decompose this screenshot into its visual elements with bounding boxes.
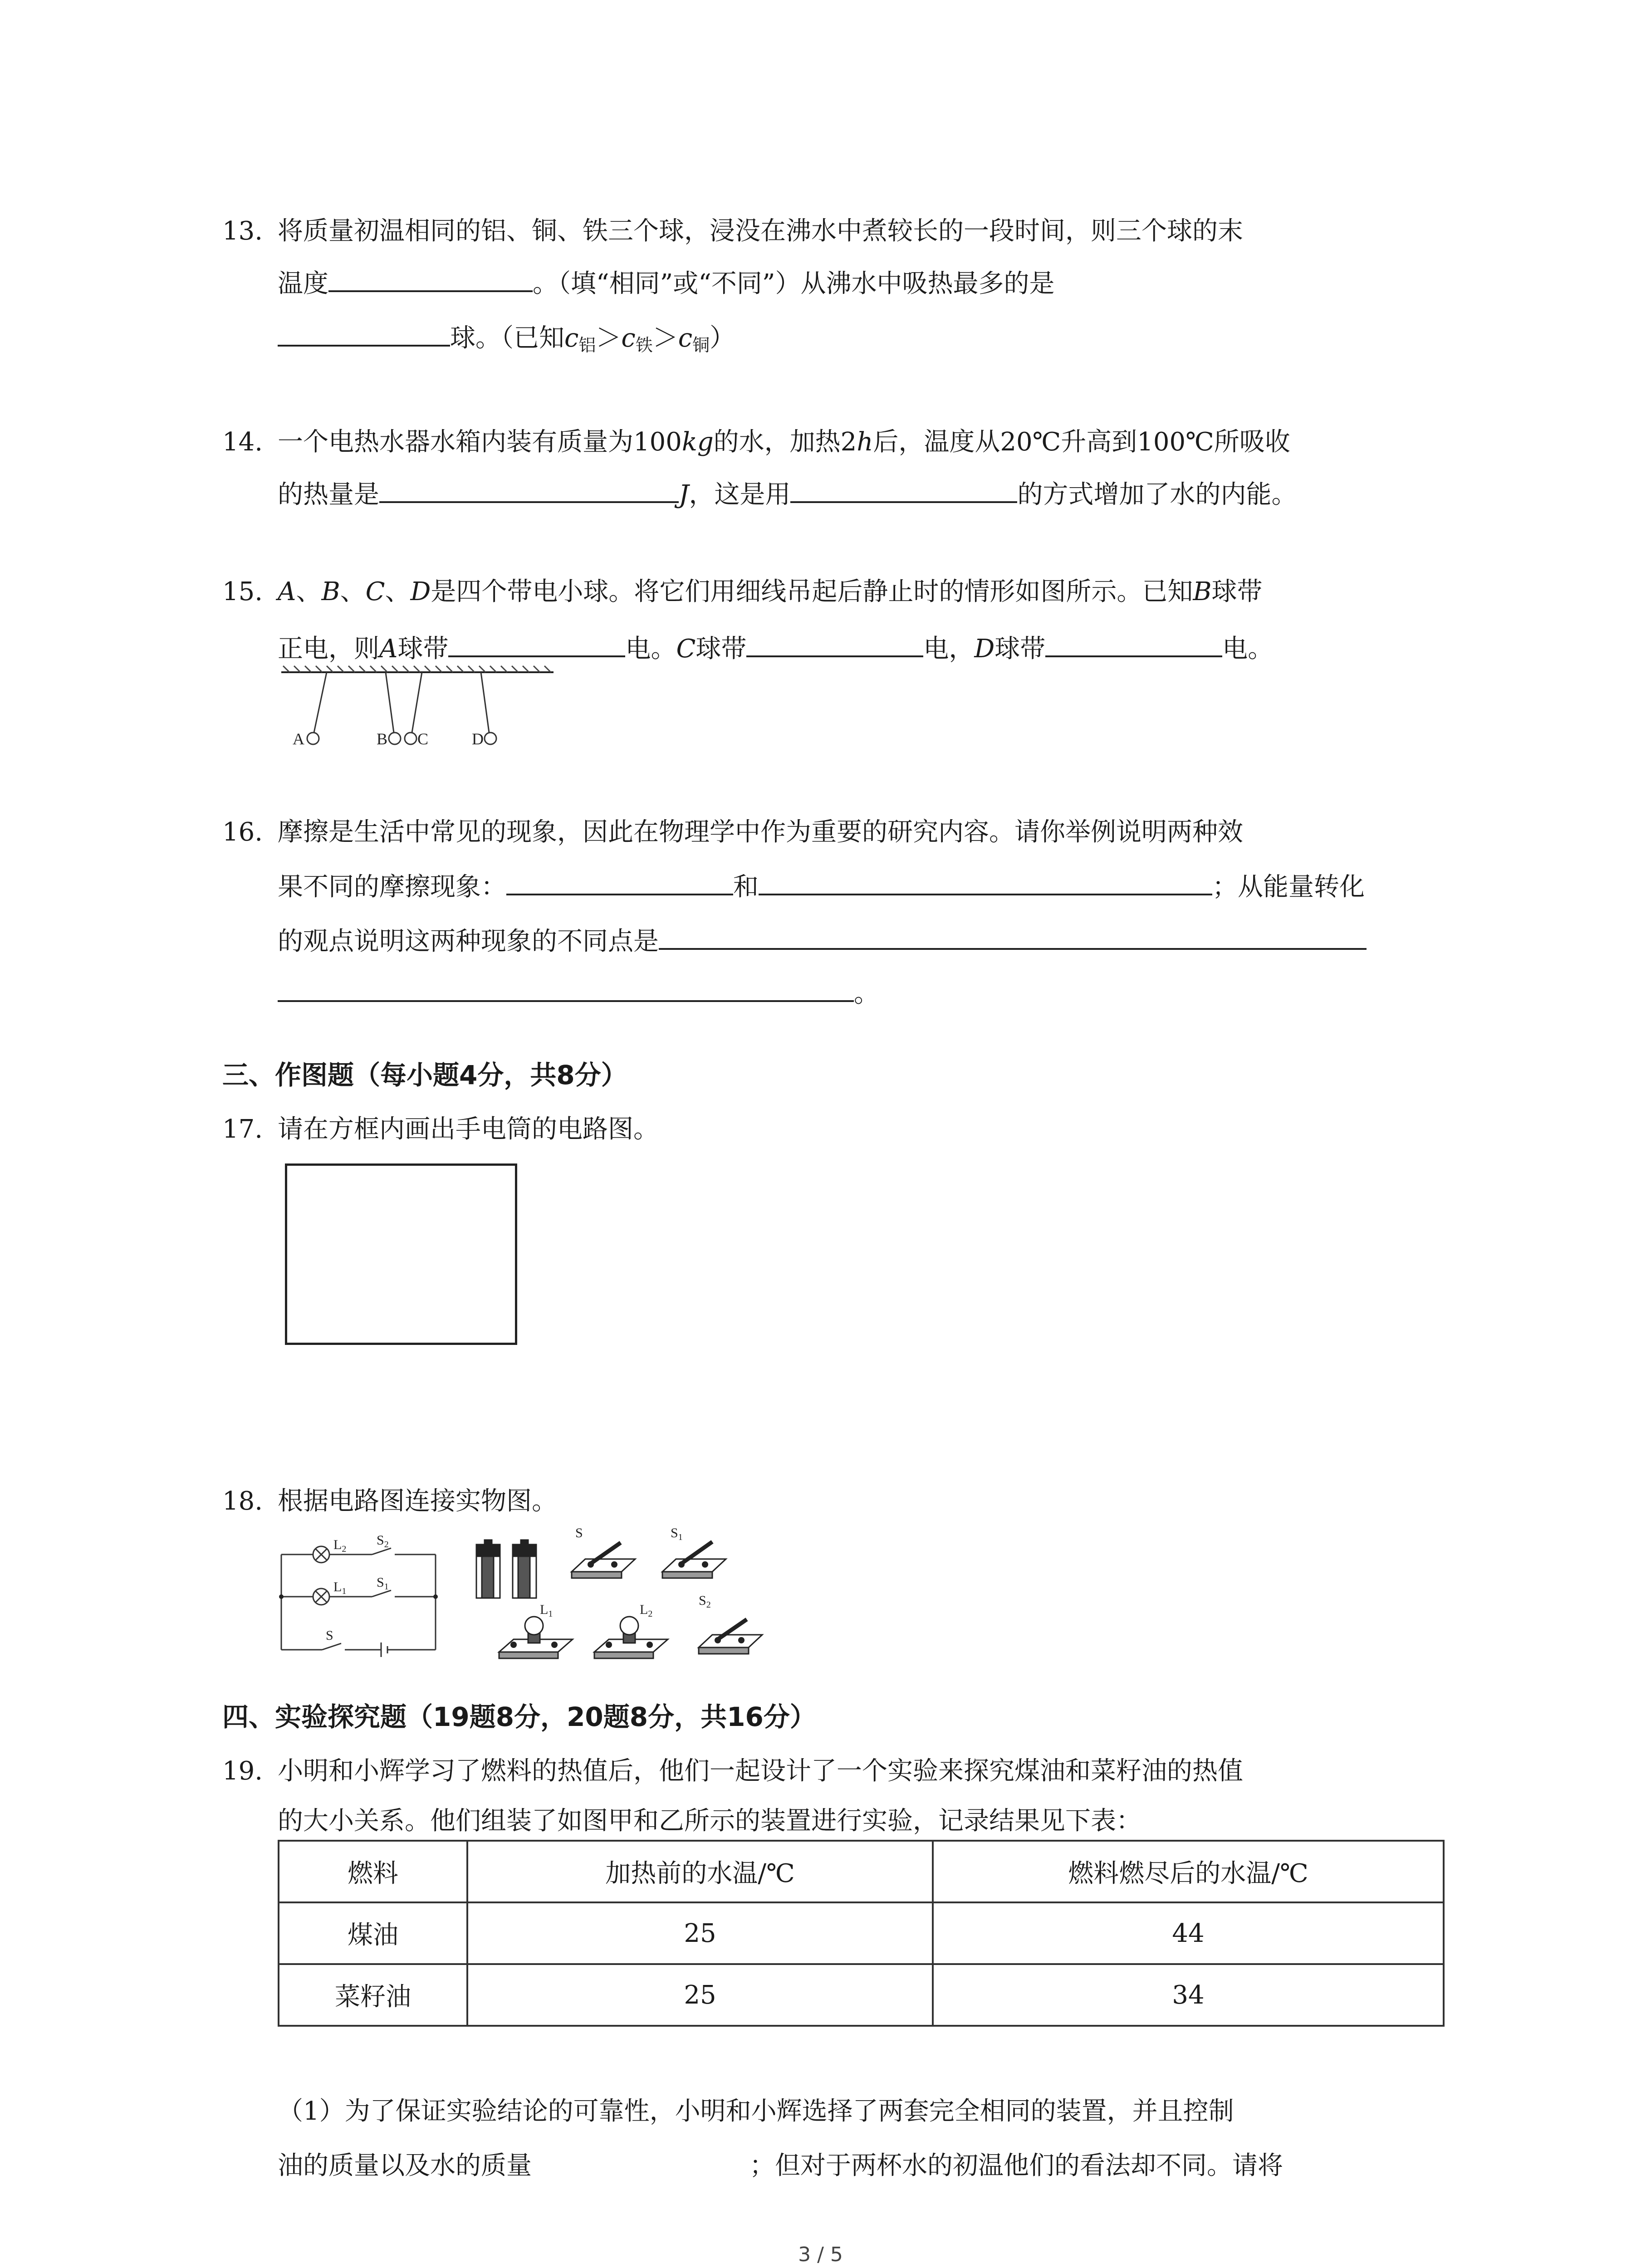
label-L2-main: L: [333, 1537, 342, 1552]
letter-a: A: [379, 634, 398, 664]
q16-text: 果不同的摩擦现象：: [278, 872, 506, 902]
switch-s2-label: [699, 1593, 711, 1610]
label-S1: [377, 1575, 389, 1592]
q16-blank-example2[interactable]: [759, 866, 1212, 895]
letter-c: C: [676, 634, 696, 664]
lamp-l1-label-sub: 1: [548, 1609, 553, 1619]
q16-blank-example1[interactable]: [506, 866, 733, 895]
q19-number: 19.: [222, 1756, 263, 1786]
drawing-box[interactable]: [285, 1163, 517, 1345]
q13-blank-temperature[interactable]: [328, 263, 533, 292]
q15-text: 是四个带电小球。将它们用细线吊起后静止时的情形如图所示。已知: [431, 577, 1193, 606]
charged-balls-figure: [272, 662, 563, 753]
label-S1-sub: 1: [384, 1582, 389, 1592]
label-d: D: [472, 730, 484, 748]
unit-h: h: [857, 427, 873, 457]
label-a: A: [293, 730, 304, 748]
q15-text: 电。: [625, 634, 676, 664]
switch-s2-component: [694, 1588, 767, 1665]
q16-line4: [278, 973, 879, 1012]
sub-fe: 铁: [635, 335, 653, 355]
table-cell: 25: [467, 1902, 933, 1964]
q15-text: 正电，则: [278, 634, 379, 664]
q19-line2: 的大小关系。他们组装了如图甲和乙所示的装置进行实验，记录结果见下表：: [278, 1806, 1141, 1836]
q17-number: 17.: [222, 1114, 263, 1144]
q15-text: 球带: [397, 634, 449, 664]
q15-line1: [278, 574, 1263, 610]
q18-number: 18.: [222, 1486, 263, 1516]
q15-text: 球带: [994, 634, 1046, 664]
lamp-l1-component: [495, 1597, 585, 1665]
switch-s2-label-sub: 2: [706, 1600, 711, 1610]
q16-line1: 摩擦是生活中常见的现象，因此在物理学中作为重要的研究内容。请你举例说明两种效: [278, 817, 1243, 847]
table-header-row: [279, 1841, 1444, 1902]
q15-text: 电，: [923, 634, 975, 664]
lamp-l2-label-main: L: [640, 1602, 648, 1617]
switch-s-label: S: [575, 1525, 583, 1540]
sep: 、: [385, 577, 411, 606]
q14-blank-heat[interactable]: [379, 474, 679, 503]
unit-kg: kg: [681, 427, 714, 457]
q13-line3: [278, 318, 735, 363]
ball-a: [307, 733, 319, 744]
switch-s1-label-main: S: [671, 1525, 678, 1540]
label-L1: [333, 1579, 346, 1596]
table-header: 燃料燃尽后的水温/℃: [933, 1841, 1444, 1902]
table-row: [279, 1902, 1444, 1964]
table-cell: 煤油: [279, 1902, 467, 1964]
label-S2: [377, 1533, 389, 1549]
q14-line2: [278, 474, 1297, 513]
letter-d: D: [410, 577, 431, 606]
q13-line2: [278, 263, 1055, 302]
q13-number: 13.: [222, 216, 263, 246]
sub-cu: 铜: [692, 335, 710, 355]
q19-part1-line2: [278, 2148, 1283, 2184]
lamp-l2-component: [590, 1597, 681, 1665]
q14-text: 后，温度从20℃升高到100℃所吸收: [873, 427, 1290, 457]
q14-text: 的热量是: [278, 480, 379, 509]
letter-d: D: [974, 634, 995, 664]
q15-line2: [278, 628, 1273, 667]
q15-blank-a[interactable]: [448, 628, 625, 657]
q15-blank-d[interactable]: [1045, 628, 1222, 657]
page-number: 3 / 5: [798, 2243, 843, 2266]
ball-d: [485, 733, 496, 744]
label-b: B: [377, 730, 388, 748]
label-S: S: [326, 1628, 333, 1643]
lamp-l1-label-main: L: [540, 1602, 549, 1617]
sep: 、: [340, 577, 366, 606]
letter-b: B: [1193, 577, 1212, 606]
table-cell: 25: [467, 1964, 933, 2026]
q15-text: 电。: [1222, 634, 1274, 664]
q13-blank-most-heat[interactable]: [278, 318, 450, 347]
letter-a: A: [278, 577, 296, 606]
lamp-l1-label: [540, 1602, 553, 1619]
q16-blank-difference[interactable]: [659, 921, 1367, 950]
letter-b: B: [321, 577, 340, 606]
label-L2-sub: 2: [342, 1544, 347, 1554]
q16-text: 的观点说明这两种现象的不同点是: [278, 927, 659, 956]
label-S1-main: S: [377, 1575, 384, 1590]
q14-text: 的方式增加了水的内能。: [1017, 480, 1297, 509]
ball-c: [405, 733, 416, 744]
table-header: 加热前的水温/℃: [467, 1841, 933, 1902]
q14-line1: [278, 424, 1290, 460]
battery-icon: [472, 1535, 544, 1603]
table-cell: 菜籽油: [279, 1964, 467, 2026]
gt: ＞: [596, 323, 622, 353]
q13-text: 球。（已知: [450, 323, 564, 353]
q14-number: 14.: [222, 427, 263, 457]
q16-line3: [278, 921, 1367, 960]
q16-text: ；从能量转化: [1212, 872, 1365, 902]
c-symbol: c: [564, 323, 579, 353]
sub-al: 铝: [578, 335, 596, 355]
switch-s-component: [567, 1522, 640, 1590]
label-L2: [333, 1537, 346, 1554]
q16-line2: [278, 866, 1365, 905]
label-c: C: [417, 730, 429, 748]
table-cell: 44: [933, 1902, 1444, 1964]
table-row: [279, 1964, 1444, 2026]
switch-s2-label-main: S: [699, 1593, 706, 1608]
lamp-l2-label-sub: 2: [648, 1609, 653, 1619]
q16-text: 和: [733, 872, 759, 902]
q14-text: 一个电热水器水箱内装有质量为100: [278, 427, 682, 457]
switch-s1-component: [658, 1522, 730, 1590]
c-symbol: c: [621, 323, 636, 353]
q17-text: 请在方框内画出手电筒的电路图。: [278, 1114, 659, 1144]
label-S2-sub: 2: [384, 1540, 389, 1549]
gt: ＞: [652, 323, 678, 353]
q15-blank-c[interactable]: [746, 628, 923, 657]
q15-text: 球带: [696, 634, 747, 664]
switch-s1-label: [671, 1525, 683, 1542]
switch-s1-label-sub: 1: [678, 1532, 683, 1542]
q19-part1-line1: （1）为了保证实验结论的可靠性，小明和小辉选择了两套完全相同的装置，并且控制: [278, 2097, 1234, 2126]
circuit-diagram: [272, 1531, 445, 1658]
table-cell: 34: [933, 1964, 1444, 2026]
label-L1-sub: 1: [342, 1586, 347, 1596]
q16-text: 。: [854, 979, 879, 1008]
section-3-heading: 三、作图题（每小题4分，共8分）: [222, 1060, 627, 1090]
lamp-l2-label: [640, 1602, 652, 1619]
label-L1-main: L: [333, 1579, 342, 1594]
q14-text: 的水，加热2: [713, 427, 857, 457]
q18-text: 根据电路图连接实物图。: [278, 1486, 557, 1516]
q15-text: 球带: [1211, 577, 1263, 606]
q16-number: 16.: [222, 817, 263, 847]
table-header: 燃料: [279, 1841, 467, 1902]
q13-text: 温度: [278, 269, 328, 298]
q16-blank-difference-cont[interactable]: [278, 973, 854, 1002]
ball-b: [389, 733, 401, 744]
q19-line1: 小明和小辉学习了燃料的热值后，他们一起设计了一个实验来探究煤油和菜籽油的热值: [278, 1756, 1243, 1786]
section-4-heading: 四、实验探究题（19题8分，20题8分，共16分）: [222, 1701, 816, 1732]
close-paren: ）: [710, 323, 735, 353]
q13-text: 。（填“相同”或“不同”）从沸水中吸热最多的是: [533, 269, 1055, 298]
c-symbol: c: [678, 323, 693, 353]
q19-text: ；但对于两杯水的初温他们的看法却不同。请将: [749, 2151, 1283, 2180]
unit-J: J: [679, 480, 689, 509]
q19-text: 油的质量以及水的质量: [278, 2151, 532, 2180]
q15-number: 15.: [222, 577, 263, 606]
q13-line1: 将质量初温相同的铝、铜、铁三个球，浸没在沸水中煮较长的一段时间，则三个球的末: [278, 216, 1243, 246]
label-S2-main: S: [377, 1533, 384, 1548]
q14-blank-method[interactable]: [790, 474, 1017, 503]
sep: 、: [296, 577, 322, 606]
results-table: [278, 1840, 1445, 2027]
letter-c: C: [365, 577, 385, 606]
q14-text: ，这是用: [689, 480, 791, 509]
